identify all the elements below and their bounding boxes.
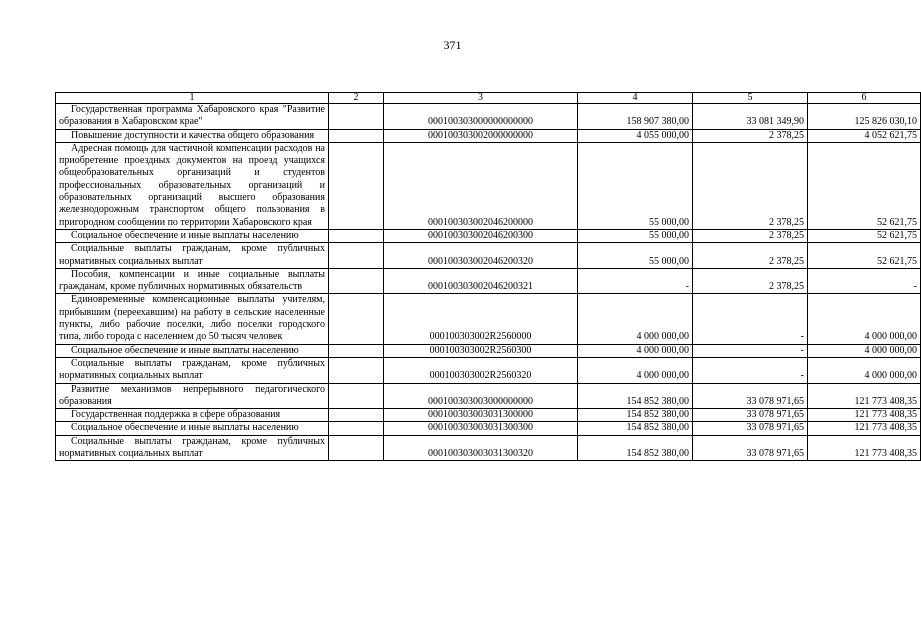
row-col2-cell — [329, 229, 384, 242]
row-value5-cell: 2 378,25 — [693, 129, 808, 142]
row-value4-cell: 4 000 000,00 — [578, 357, 693, 383]
row-code-cell: 000100303003000000000 — [384, 383, 578, 409]
row-col2-cell — [329, 243, 384, 269]
row-value5-cell: 2 378,25 — [693, 243, 808, 269]
column-header-3: 3 — [384, 93, 578, 104]
row-value6-cell: 52 621,75 — [808, 243, 921, 269]
row-value4-cell: 4 000 000,00 — [578, 294, 693, 344]
row-name-cell: Государственная программа Хабаровского края "Развитие образования в Хабаровском крае" — [56, 104, 329, 130]
row-value5-cell: - — [693, 344, 808, 357]
row-col2-cell — [329, 268, 384, 294]
row-value6-cell: 121 773 408,35 — [808, 409, 921, 422]
row-col2-cell — [329, 129, 384, 142]
row-value6-cell: 4 052 621,75 — [808, 129, 921, 142]
row-col2-cell — [329, 383, 384, 409]
table-row — [56, 409, 921, 422]
row-code-cell: 000100303002R2560320 — [384, 357, 578, 383]
column-header-2: 2 — [329, 93, 384, 104]
row-value6-cell: - — [808, 268, 921, 294]
row-name-cell: Социальное обеспечение и иные выплаты населению — [56, 422, 329, 435]
row-value4-cell: - — [578, 268, 693, 294]
row-code-cell: 000100303002046200300 — [384, 229, 578, 242]
row-name-cell: Развитие механизмов непрерывного педагогического образования — [56, 383, 329, 409]
row-col2-cell — [329, 357, 384, 383]
row-value4-cell: 55 000,00 — [578, 229, 693, 242]
table-row — [56, 142, 921, 229]
row-value4-cell: 4 000 000,00 — [578, 344, 693, 357]
row-value4-cell: 154 852 380,00 — [578, 409, 693, 422]
row-value4-cell: 55 000,00 — [578, 142, 693, 229]
row-name-cell: Социальные выплаты гражданам, кроме публичных нормативных социальных выплат — [56, 357, 329, 383]
page-number: 371 — [443, 38, 462, 52]
row-value5-cell: 33 078 971,65 — [693, 409, 808, 422]
row-col2-cell — [329, 294, 384, 344]
row-value5-cell: 2 378,25 — [693, 268, 808, 294]
row-name-cell: Единовременные компенсационные выплаты учителям, прибывшим (переехавшим) на работу в сельские населенные пункты, либо рабочие поселки, либо поселки городского типа, либо города с населением до 50 тысяч человек — [56, 294, 329, 344]
row-code-cell: 000100303000000000000 — [384, 104, 578, 130]
row-value5-cell: 33 078 971,65 — [693, 383, 808, 409]
report-table — [55, 92, 921, 461]
table-row — [56, 383, 921, 409]
row-value5-cell: 33 081 349,90 — [693, 104, 808, 130]
row-value5-cell: - — [693, 294, 808, 344]
row-value4-cell: 4 055 000,00 — [578, 129, 693, 142]
row-col2-cell — [329, 422, 384, 435]
row-value6-cell: 4 000 000,00 — [808, 344, 921, 357]
row-value4-cell: 154 852 380,00 — [578, 435, 693, 461]
table-row — [56, 344, 921, 357]
row-value4-cell: 55 000,00 — [578, 243, 693, 269]
row-value6-cell: 121 773 408,35 — [808, 435, 921, 461]
row-code-cell: 000100303003031300320 — [384, 435, 578, 461]
row-col2-cell — [329, 435, 384, 461]
table-row — [56, 129, 921, 142]
row-value5-cell: 2 378,25 — [693, 229, 808, 242]
row-value6-cell: 4 000 000,00 — [808, 294, 921, 344]
row-col2-cell — [329, 142, 384, 229]
row-name-cell: Адресная помощь для частичной компенсации расходов на приобретение проездных документов на проезд учащихся общеобразовательных организаций и студентов профессиональных образовательных организаций и образовательных организаций высшего образования железнодорожным транспортом общего пользования в пригородном сообщении по территории Хабаровского края — [56, 142, 329, 229]
row-value5-cell: - — [693, 357, 808, 383]
row-col2-cell — [329, 344, 384, 357]
row-name-cell: Повышение доступности и качества общего образования — [56, 129, 329, 142]
row-value4-cell: 154 852 380,00 — [578, 422, 693, 435]
row-code-cell: 000100303002R2560000 — [384, 294, 578, 344]
row-name-cell: Социальное обеспечение и иные выплаты населению — [56, 229, 329, 242]
table-row — [56, 229, 921, 242]
row-value6-cell: 4 000 000,00 — [808, 357, 921, 383]
row-col2-cell — [329, 104, 384, 130]
row-name-cell: Пособия, компенсации и иные социальные выплаты гражданам, кроме публичных нормативных обязательств — [56, 268, 329, 294]
row-code-cell: 000100303002046200320 — [384, 243, 578, 269]
row-col2-cell — [329, 409, 384, 422]
column-header-5: 5 — [693, 93, 808, 104]
row-value6-cell: 52 621,75 — [808, 229, 921, 242]
row-code-cell: 000100303003031300300 — [384, 422, 578, 435]
column-header-4: 4 — [578, 93, 693, 104]
table-row — [56, 435, 921, 461]
table-row — [56, 243, 921, 269]
row-value5-cell: 2 378,25 — [693, 142, 808, 229]
table-body — [56, 104, 921, 461]
row-name-cell: Социальные выплаты гражданам, кроме публичных нормативных социальных выплат — [56, 435, 329, 461]
row-value4-cell: 154 852 380,00 — [578, 383, 693, 409]
row-code-cell: 000100303002046200000 — [384, 142, 578, 229]
row-value5-cell: 33 078 971,65 — [693, 435, 808, 461]
row-name-cell: Социальные выплаты гражданам, кроме публичных нормативных социальных выплат — [56, 243, 329, 269]
table-row — [56, 294, 921, 344]
row-code-cell: 000100303002R2560300 — [384, 344, 578, 357]
row-code-cell: 000100303002000000000 — [384, 129, 578, 142]
table-row — [56, 422, 921, 435]
column-header-1: 1 — [56, 93, 329, 104]
table-row — [56, 357, 921, 383]
row-code-cell: 000100303003031300000 — [384, 409, 578, 422]
column-header-6: 6 — [808, 93, 921, 104]
table-row — [56, 268, 921, 294]
header-row — [56, 93, 921, 104]
row-value6-cell: 125 826 030,10 — [808, 104, 921, 130]
row-value5-cell: 33 078 971,65 — [693, 422, 808, 435]
row-value4-cell: 158 907 380,00 — [578, 104, 693, 130]
table-row — [56, 104, 921, 130]
row-value6-cell: 121 773 408,35 — [808, 422, 921, 435]
row-value6-cell: 121 773 408,35 — [808, 383, 921, 409]
row-value6-cell: 52 621,75 — [808, 142, 921, 229]
row-name-cell: Социальное обеспечение и иные выплаты населению — [56, 344, 329, 357]
row-name-cell: Государственная поддержка в сфере образования — [56, 409, 329, 422]
row-code-cell: 000100303002046200321 — [384, 268, 578, 294]
